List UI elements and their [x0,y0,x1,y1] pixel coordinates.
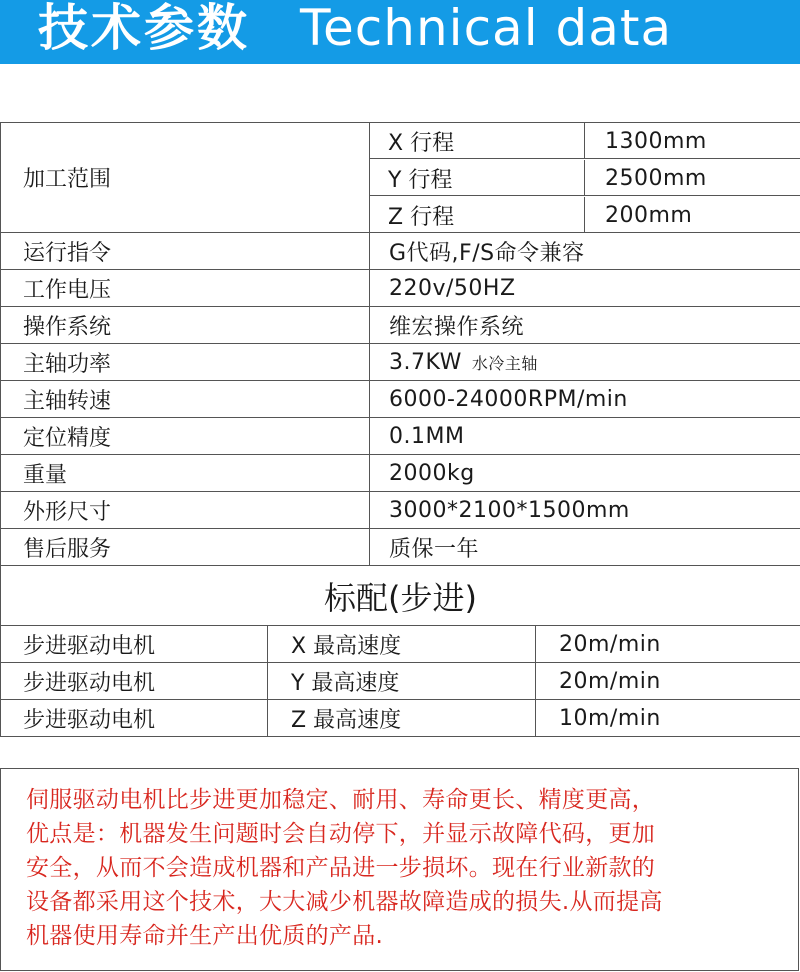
range-value: 200mm [605,202,693,228]
range-axis: Z 行程 [388,204,455,230]
motor-speed: 10m/min [559,705,661,731]
notice-line: 设备都采用这个技术，大大减少机器故障造成的损失.从而提高 [26,889,663,915]
notice-line: 伺服驱动电机比步进更加稳定、耐用、寿命更长、精度更高， [26,787,656,813]
motor-axis: Z 最高速度 [291,707,402,733]
spec-value [389,344,538,380]
spec-value-main: 3.7KW [389,349,462,375]
range-row-x [370,123,800,159]
range-row-y [370,160,800,196]
spec-value: 2000kg [389,460,475,486]
spec-row [1,529,800,566]
spec-label: 主轴转速 [23,388,112,414]
range-value: 2500mm [605,165,707,191]
title-cn: 技术参数 [38,0,250,57]
motor-label: 步进驱动电机 [23,670,156,696]
spec-row [1,381,800,418]
spec-label: 售后服务 [23,536,112,562]
range-row-z [370,197,800,233]
header-banner [0,0,800,64]
spec-row-range [1,123,800,233]
motor-axis: X 最高速度 [291,633,402,659]
notice-line: 机器使用寿命并生产出优质的产品. [26,923,384,949]
motor-row [1,663,800,700]
motor-speed: 20m/min [559,631,661,657]
spec-row [1,233,800,270]
spec-row [1,270,800,307]
spec-value: 220v/50HZ [389,275,516,301]
motor-axis: Y 最高速度 [291,670,400,696]
range-axis: X 行程 [388,130,455,156]
notice-line: 优点是：机器发生问题时会自动停下，并显示故障代码，更加 [26,821,656,847]
notice-line: 安全，从而不会造成机器和产品进一步损坏。现在行业新款的 [26,855,656,881]
spec-value: 质保一年 [389,536,480,562]
spec-label: 加工范围 [23,167,112,192]
spec-label: 定位精度 [23,425,112,451]
spec-value: G代码,F/S命令兼容 [389,240,585,266]
spec-value: 0.1MM [389,423,465,449]
standard-title-text: 标配(步进) [324,578,477,617]
motor-row [1,626,800,663]
spec-value: 6000-24000RPM/min [389,386,628,412]
motor-label: 步进驱动电机 [23,633,156,659]
spec-label: 重量 [23,462,68,488]
motor-speed: 20m/min [559,668,661,694]
spec-table [0,122,800,737]
standard-config-title [1,566,800,626]
spec-row [1,418,800,455]
spec-value-note: 水冷主轴 [471,353,538,373]
spec-label: 操作系统 [23,314,112,340]
spec-value: 维宏操作系统 [389,314,525,340]
motor-row [1,700,800,737]
spec-label: 主轴功率 [23,351,112,377]
spec-row [1,307,800,344]
motor-label: 步进驱动电机 [23,707,156,733]
spec-row [1,455,800,492]
spec-label: 运行指令 [23,240,112,266]
title-en: Technical data [300,0,673,57]
spec-label: 工作电压 [23,277,112,303]
spec-row [1,492,800,529]
range-axis: Y 行程 [388,167,453,193]
servo-notice [0,768,799,971]
spec-value: 3000*2100*1500mm [389,497,630,523]
spec-row [1,344,800,381]
range-value: 1300mm [605,128,707,154]
spec-label: 外形尺寸 [23,499,112,525]
